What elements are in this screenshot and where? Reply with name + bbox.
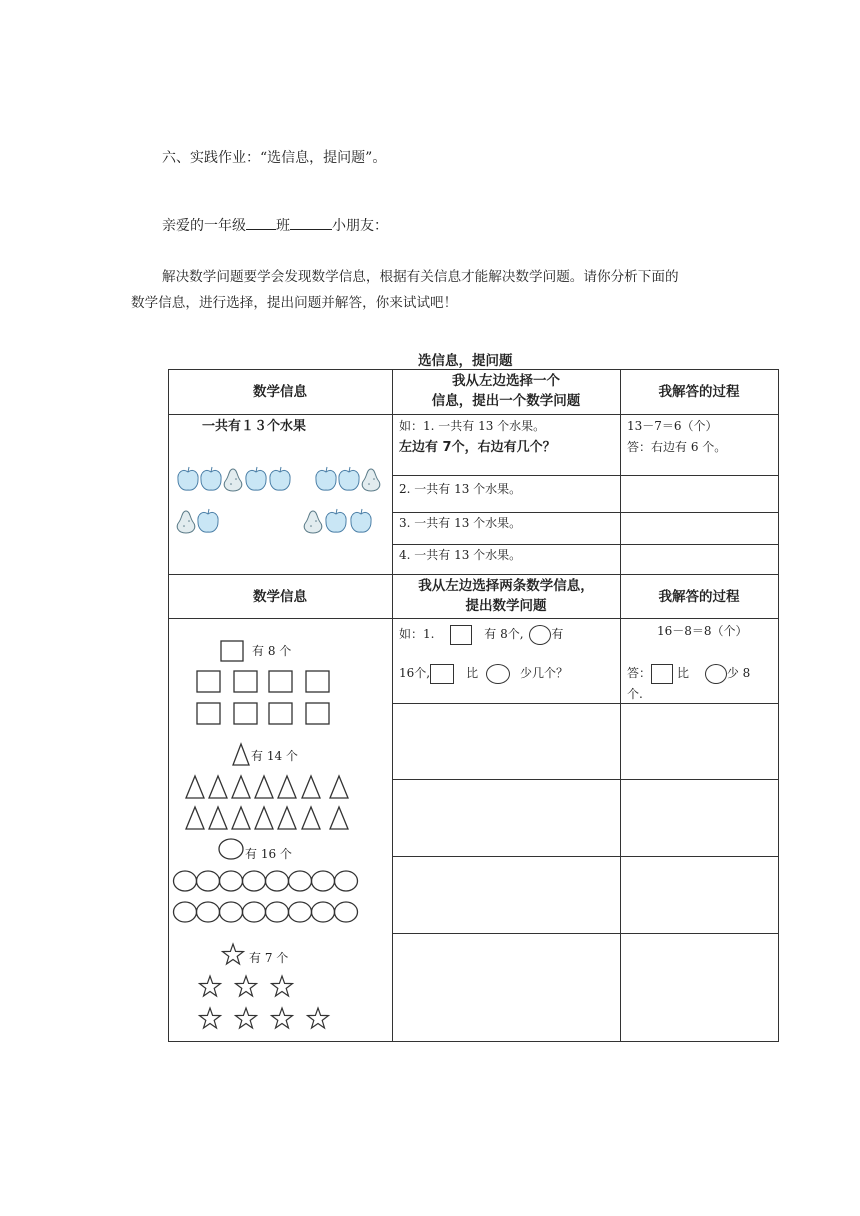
- star-icon: [236, 976, 257, 996]
- circle-icon: [289, 902, 312, 922]
- q-part-c: 有: [551, 627, 564, 641]
- triangle-icon: [255, 807, 273, 829]
- square-icon: [234, 703, 257, 724]
- star-icon: [200, 1008, 221, 1028]
- star-icon: [223, 944, 244, 964]
- intro-line-1: 解决数学问题要学会发现数学信息，根据有关信息才能解决数学问题。请你分析下面的: [162, 269, 679, 285]
- triangle-icon: [278, 807, 296, 829]
- circle-icon: [335, 871, 358, 891]
- square-count-label: 有 8 个: [252, 644, 292, 658]
- row4-question: 4. 一共有 13 个水果。: [399, 548, 522, 562]
- star-icon: [200, 976, 221, 996]
- square-icon: [306, 703, 329, 724]
- shapes-illustration: [168, 620, 392, 1040]
- circle-icon: [174, 871, 197, 891]
- circle-icon: [312, 902, 335, 922]
- circle-icon: [243, 902, 266, 922]
- example-two-question-l2: [399, 661, 568, 685]
- example-two-answer-l3: 个.: [627, 687, 643, 701]
- q-part-f: 少几个？: [519, 666, 568, 680]
- greeting-part2: 班: [276, 218, 290, 234]
- triangle-icon: [330, 776, 348, 798]
- blank-question-4[interactable]: [399, 940, 613, 1035]
- square-icon: [651, 664, 673, 684]
- triangle-count-label: 有 14 个: [251, 749, 298, 763]
- triangle-icon: [302, 776, 320, 798]
- blank-answer-2[interactable]: [627, 786, 772, 846]
- fruit-illustration: [168, 460, 392, 530]
- blank-question-2[interactable]: [399, 786, 613, 846]
- row1-question-l2: 左边有 7个，右边有几个？: [399, 440, 556, 455]
- triangle-icon: [278, 776, 296, 798]
- header-info: 数学信息: [253, 384, 307, 400]
- triangle-icon: [232, 776, 250, 798]
- circle-icon: [335, 902, 358, 922]
- triangle-icon: [186, 807, 204, 829]
- circles-group: [174, 871, 358, 922]
- square-icon: [430, 664, 454, 684]
- blank-question-3[interactable]: [399, 863, 613, 923]
- q-part-d: 16个,: [399, 666, 431, 680]
- q-part-e: 比: [466, 666, 479, 680]
- header-answer-2: 我解答的过程: [658, 589, 740, 605]
- circle-icon: [486, 664, 510, 684]
- triangle-icon: [209, 807, 227, 829]
- class-blank[interactable]: [246, 215, 276, 230]
- circle-icon: [705, 664, 727, 684]
- greeting-part3: 小朋友：: [332, 218, 388, 234]
- header-choose-two-l1: 我从左边选择两条数学信息，: [418, 578, 594, 594]
- star-icon: [308, 1008, 329, 1028]
- star-count-label: 有 7 个: [249, 951, 289, 965]
- square-icon: [450, 625, 472, 645]
- circle-icon: [243, 871, 266, 891]
- table-caption: 选信息，提问题: [418, 353, 513, 369]
- triangle-icon: [255, 776, 273, 798]
- header-choose-one-l1: 我从左边选择一个: [452, 373, 560, 389]
- example-two-question-l1: [399, 622, 563, 646]
- triangle-icon: [186, 776, 204, 798]
- q-prefix: 如：1.: [399, 627, 435, 641]
- row2-question: 2. 一共有 13 个水果。: [399, 482, 522, 496]
- circle-icon: [174, 902, 197, 922]
- circle-icon: [220, 902, 243, 922]
- square-icon: [234, 671, 257, 692]
- triangle-icon: [233, 744, 249, 765]
- ans-part-c: 少 8: [726, 666, 751, 680]
- greeting-part1: 亲爱的一年级: [162, 218, 246, 234]
- star-icon: [236, 1008, 257, 1028]
- triangle-icon: [209, 776, 227, 798]
- ans-part-b: 比: [677, 666, 690, 680]
- header-choose-one-l2: 信息，提出一个数学问题: [431, 393, 581, 409]
- triangle-icon: [330, 807, 348, 829]
- example-two-answer-l1: 16－8＝8（个）: [657, 624, 748, 638]
- row3-question: 3. 一共有 13 个水果。: [399, 516, 522, 530]
- ans-part-a: 答：: [627, 666, 652, 680]
- circle-count-label: 有 16 个: [245, 847, 292, 861]
- greeting-line: [162, 215, 388, 236]
- row1-question-l1: 如：1. 一共有 13 个水果。: [399, 419, 546, 433]
- circle-icon: [197, 902, 220, 922]
- example-two-answer-l2: [627, 661, 750, 685]
- fruit-info: 一共有１３个水果: [202, 419, 307, 434]
- star-icon: [272, 1008, 293, 1028]
- header-answer: 我解答的过程: [658, 384, 740, 400]
- squares-group: [197, 671, 329, 724]
- blank-question-1[interactable]: [399, 710, 613, 770]
- header-choose-two-l2: 提出数学问题: [465, 598, 547, 614]
- blank-answer-1[interactable]: [627, 710, 772, 770]
- square-icon: [269, 671, 292, 692]
- blank-answer-4[interactable]: [627, 940, 772, 1035]
- header-info-2: 数学信息: [253, 589, 307, 605]
- row1-answer-l2: 答：右边有 6 个。: [627, 440, 727, 454]
- square-icon: [197, 703, 220, 724]
- blank-answer-3[interactable]: [627, 863, 772, 923]
- q-part-b: 有 8个,: [484, 627, 524, 641]
- triangles-group: [186, 776, 348, 829]
- square-icon: [306, 671, 329, 692]
- square-icon: [269, 703, 292, 724]
- star-icon: [272, 976, 293, 996]
- circle-icon: [529, 625, 551, 645]
- triangle-icon: [302, 807, 320, 829]
- intro-line-2: 数学信息，进行选择，提出问题并解答，你来试试吧！: [131, 295, 458, 311]
- circle-icon: [266, 871, 289, 891]
- square-icon: [221, 641, 243, 661]
- triangle-icon: [232, 807, 250, 829]
- name-blank[interactable]: [290, 215, 332, 230]
- circle-icon: [312, 871, 335, 891]
- circle-icon: [266, 902, 289, 922]
- row1-answer-l1: 13－7＝6（个）: [627, 419, 718, 433]
- square-icon: [197, 671, 220, 692]
- section-title: 六、实践作业：“选信息，提问题”。: [162, 150, 387, 166]
- circle-icon: [197, 871, 220, 891]
- circle-icon: [289, 871, 312, 891]
- circle-icon: [220, 871, 243, 891]
- circle-icon: [219, 839, 243, 859]
